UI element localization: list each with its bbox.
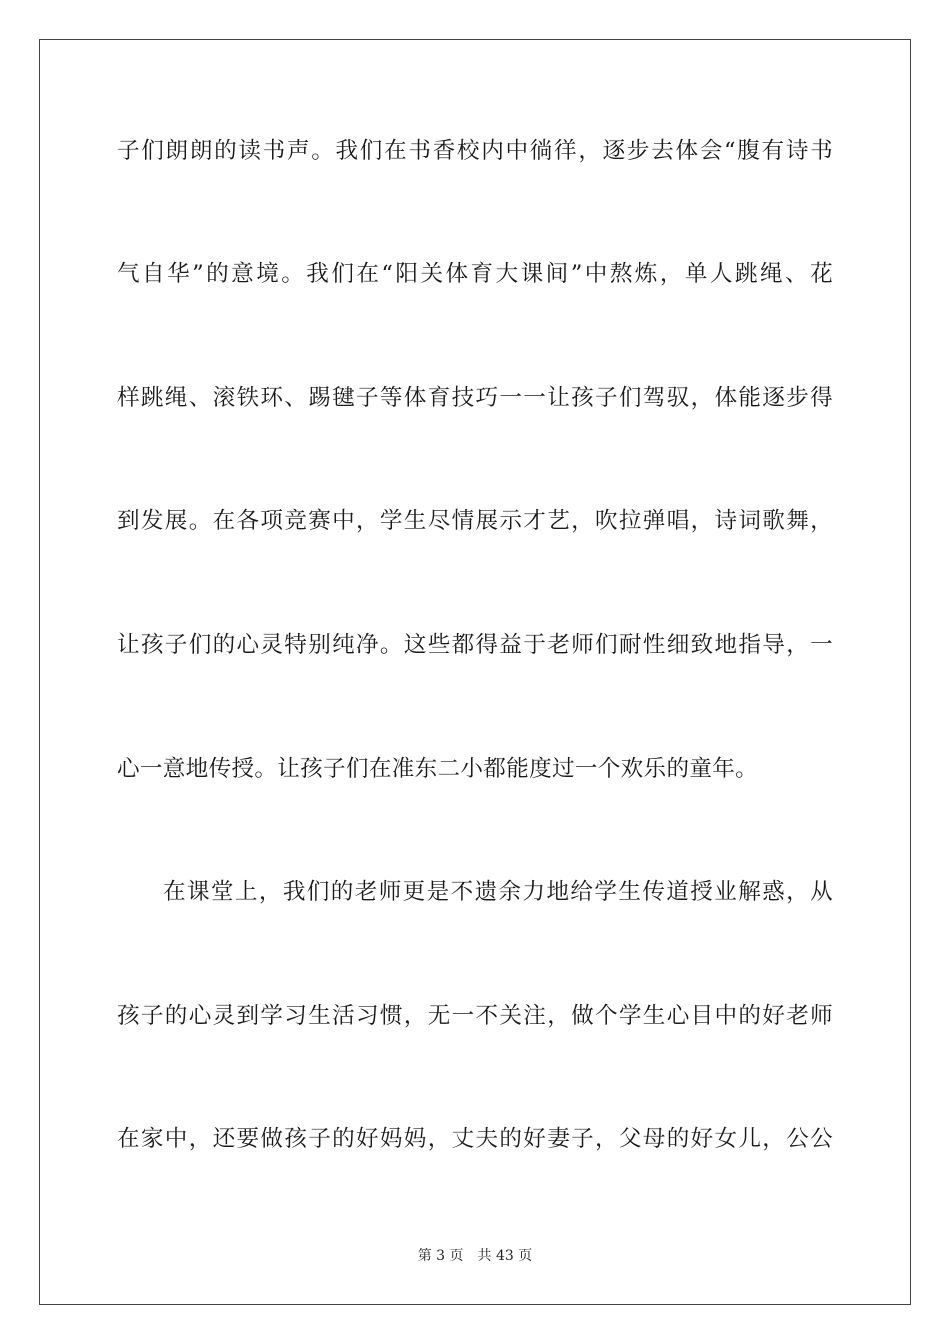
page-number: 第 3 页 [417, 1248, 464, 1264]
body-text-line: 心一意地传授。让孩子们在准东二小都能度过一个欢乐的童年。 [117, 756, 759, 782]
body-text-line: 在课堂上，我们的老师更是不遗余力地给学生传道授业解惑，从 [163, 879, 833, 905]
body-text-line: 样跳绳、滚铁环、踢毽子等体育技巧一一让孩子们驾驭，体能逐步得 [117, 385, 833, 411]
page-frame [39, 39, 911, 1305]
body-text-line: 孩子的心灵到学习生活习惯，无一不关注，做个学生心目中的好老师 [117, 1003, 833, 1029]
total-pages: 共 43 页 [477, 1248, 533, 1264]
body-text-line: 子们朗朗的读书声。我们在书香校内中徜徉，逐步去体会“腹有诗书 [117, 138, 833, 164]
body-text-line: 在家中，还要做孩子的好妈妈，丈夫的好妻子，父母的好女儿，公公 [117, 1126, 833, 1152]
body-text-line: 气自华”的意境。我们在“阳关体育大课间”中熬炼，单人跳绳、花 [117, 261, 833, 287]
body-text-line: 到发展。在各项竞赛中，学生尽情展示才艺，吹拉弹唱，诗词歌舞， [117, 508, 833, 534]
page-footer [0, 1246, 950, 1266]
body-text-line: 让孩子们的心灵特别纯净。这些都得益于老师们耐性细致地指导，一 [117, 632, 833, 658]
